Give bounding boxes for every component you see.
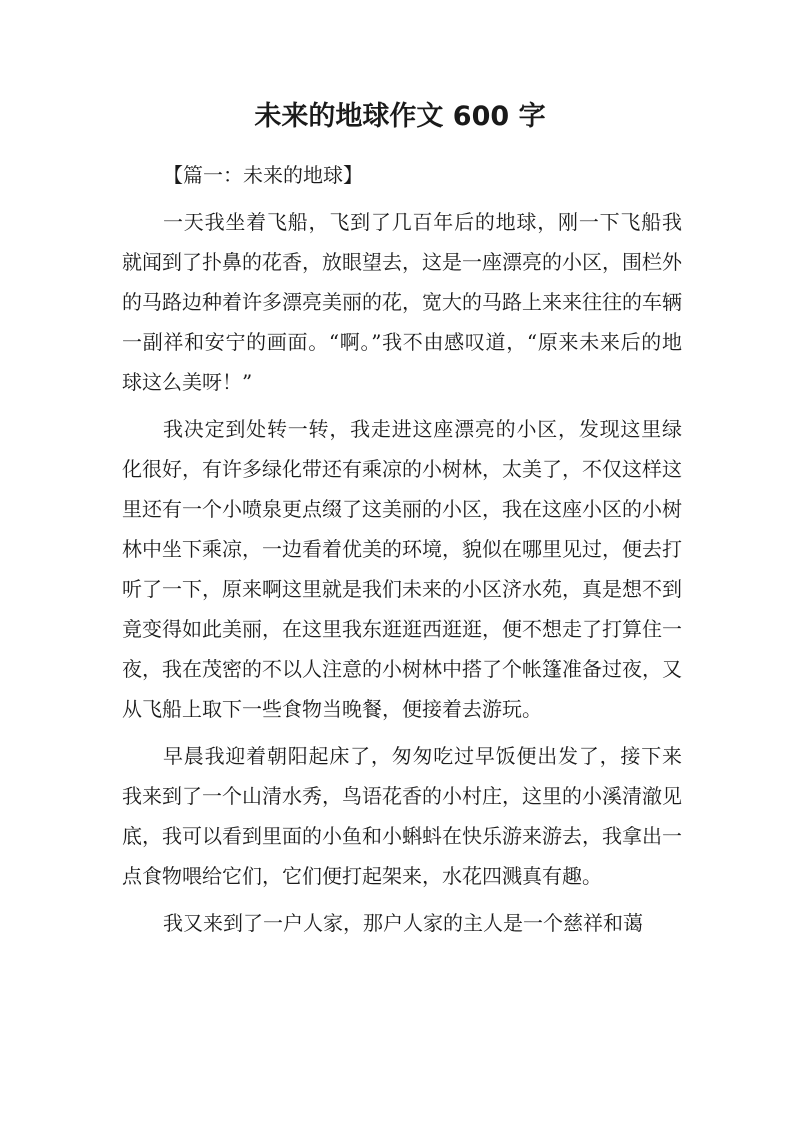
paragraph-3: 早晨我迎着朝阳起床了，匆匆吃过早饭便出发了，接下来我来到了一个山清水秀，鸟语花香的小村庄，这里的小溪清澈见底，我可以看到里面的小鱼和小蝌蚪在快乐游来游去，我拿出一点食物喂给它们，它们便打起架来，水花四溅真有趣。 bbox=[122, 744, 682, 888]
paragraph-2: 我决定到处转一转，我走进这座漂亮的小区，发现这里绿化很好，有许多绿化带还有乘凉的小树林，太美了，不仅这样这里还有一个小喷泉更点缀了这美丽的小区，我在这座小区的小树林中坐下乘凉，一边看着优美的环境，貌似在哪里见过，便去打听了一下，原来啊这里就是我们未来的小区济水苑，真是想不到竟变得如此美丽，在这里我东逛逛西逛逛，便不想走了打算住一夜，我在茂密的不以人注意的小树林中搭了个帐篷准备过夜，又从飞船上取下一些食物当晚餐，便接着去游玩。 bbox=[122, 417, 682, 721]
document-body bbox=[122, 155, 682, 950]
paragraph-4: 我又来到了一户人家，那户人家的主人是一个慈祥和蔼 bbox=[163, 911, 643, 935]
section-heading: 【篇一：未来的地球】 bbox=[163, 163, 363, 187]
document-title: 未来的地球作文 600 字 bbox=[254, 101, 546, 132]
paragraph-1: 一天我坐着飞船，飞到了几百年后的地球，刚一下飞船我就闻到了扑鼻的花香，放眼望去，这是一座漂亮的小区，围栏外的马路边种着许多漂亮美丽的花，宽大的马路上来来往往的车辆一副祥和安宁的画面。“啊。”我不由感叹道，“原来未来后的地球这么美呀！” bbox=[122, 210, 682, 394]
